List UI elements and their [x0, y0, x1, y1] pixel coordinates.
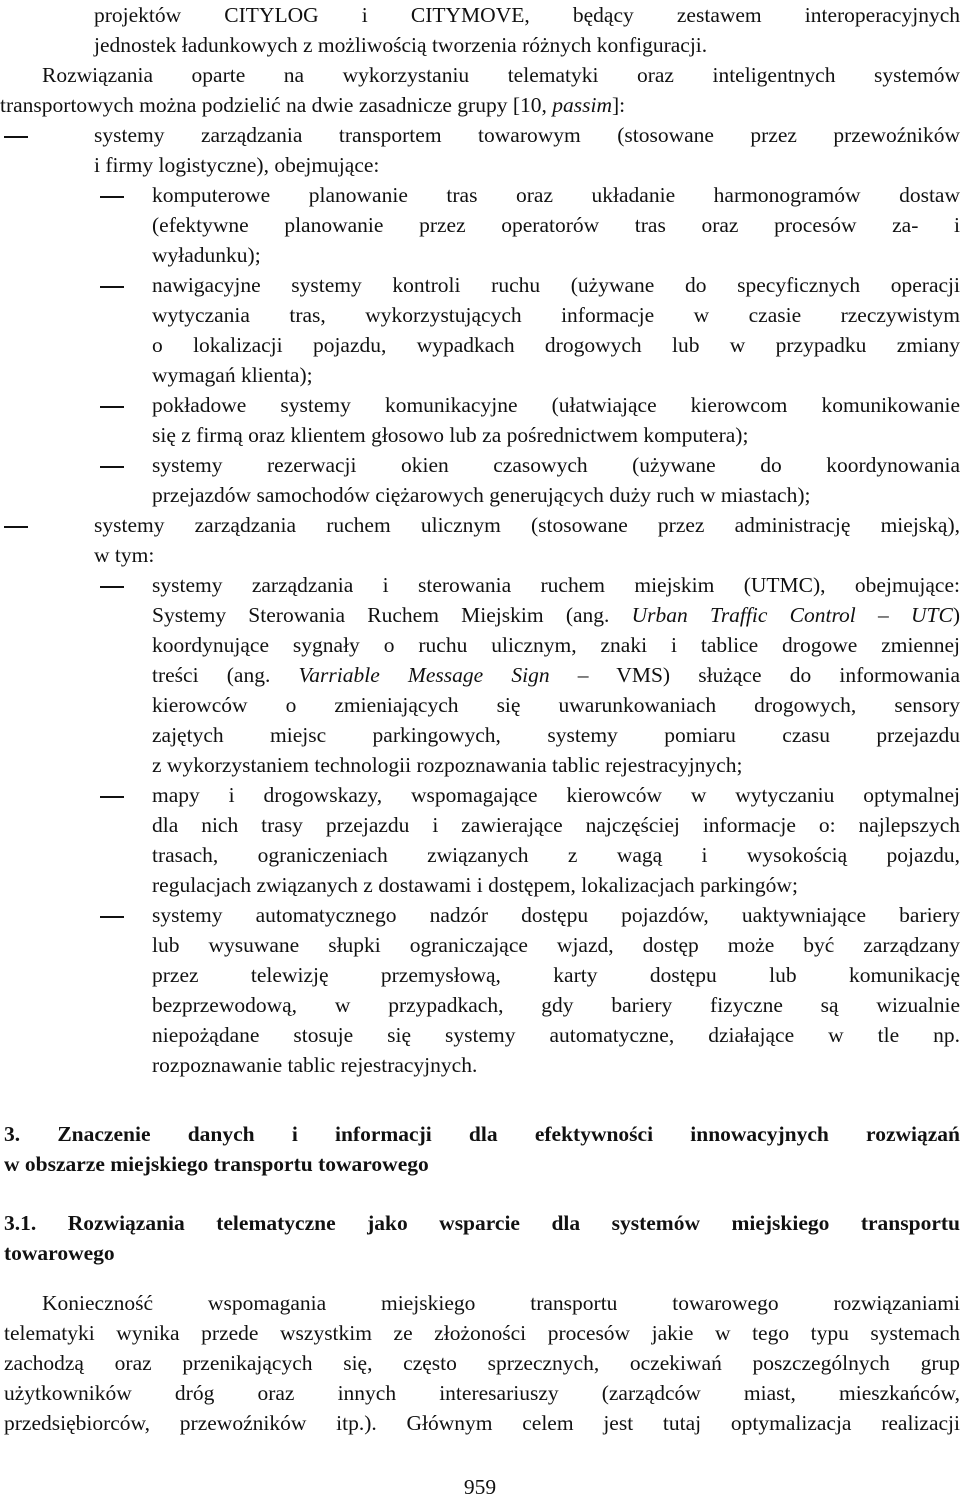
sub-list-item [152, 450, 960, 510]
list-item [94, 510, 960, 570]
dash-bullet [100, 586, 124, 588]
text-line: jednostek ładunkowych z możliwością tworzenia różnych konfiguracji. [94, 33, 708, 57]
text-line: się z firmą oraz klientem głosowo lub za pośrednictwem komputera); [152, 423, 749, 447]
text-line: systemy zarządzania transportem towarowym (stosowane przez przewoźników [94, 123, 960, 147]
text-line: przejazdów samochodów ciężarowych generujących duży ruch w miastach); [152, 483, 811, 507]
text-line: dla nich trasy przejazdu i zawierające najczęściej informacje o: najlepszych [152, 813, 960, 837]
heading-line: 3.1. Rozwiązania telematyczne jako wsparcie dla systemów miejskiego transportu [4, 1211, 960, 1235]
body-paragraph [4, 1288, 960, 1438]
sub-list-item [152, 900, 960, 1080]
text-line: przez telewizję przemysłową, karty dostępu lub komunikację [152, 963, 960, 987]
text-line: Konieczność wspomagania miejskiego transportu towarowego rozwiązaniami [42, 1291, 960, 1315]
italic-term: Varriable Message Sign [298, 663, 550, 687]
text-line: komputerowe planowanie tras oraz układanie harmonogramów dostaw [152, 183, 960, 207]
text-line: wytyczania tras, wykorzystujących informacje w czasie rzeczywistym [152, 303, 960, 327]
dash-bullet [4, 136, 28, 138]
text-line: projektów CITYLOG i CITYMOVE, będący zestawem interoperacyjnych [94, 3, 960, 27]
text-line: wyładunku); [152, 243, 261, 267]
text-line: systemy rezerwacji okien czasowych (używane do koordynowania [152, 453, 960, 477]
section-heading [4, 1119, 960, 1179]
text-line [152, 600, 960, 630]
text-line: (efektywne planowanie przez operatorów tras oraz procesów za- i [152, 213, 960, 237]
text-line: regulacjach związanych z dostawami i dostępem, lokalizacjach parkingów; [152, 873, 798, 897]
text-line: użytkowników dróg oraz innych interesariuszy (zarządców miast, mieszkańców, [4, 1381, 960, 1405]
text-line: przedsiębiorców, przewoźników itp.). Głównym celem jest tutaj optymalizacja realizacji [4, 1411, 960, 1435]
text-line: nawigacyjne systemy kontroli ruchu (używane do specyficznych operacji [152, 273, 960, 297]
text-run: – VMS) służące do informowania [549, 663, 960, 687]
text-line: bezprzewodową, w przypadkach, gdy bariery fizyczne są wizualnie [152, 993, 960, 1017]
text-run: Systemy Sterowania Ruchem Miejskim (ang. [152, 603, 632, 627]
dash-bullet [4, 526, 28, 528]
sub-list-item [152, 270, 960, 390]
subsection-heading [4, 1208, 960, 1268]
text-line [152, 660, 960, 690]
dash-bullet [100, 466, 124, 468]
italic-term: passim [552, 93, 612, 117]
sub-list-item [152, 390, 960, 450]
text-line: rozpoznawanie tablic rejestracyjnych. [152, 1053, 478, 1077]
dash-bullet [100, 196, 124, 198]
dash-bullet [100, 406, 124, 408]
text-line: systemy automatycznego nadzór dostępu pojazdów, uaktywniające bariery [152, 903, 960, 927]
text-line: kierowców o zmieniających się uwarunkowaniach drogowych, sensory [152, 693, 960, 717]
sub-list-item [152, 570, 960, 780]
text-run: transportowych można podzielić na dwie zasadnicze grupy [10, [0, 93, 553, 117]
dash-bullet [100, 286, 124, 288]
text-line: systemy zarządzania i sterowania ruchem miejskim (UTMC), obejmujące: [152, 573, 960, 597]
paragraph-intro [0, 60, 960, 120]
text-line: mapy i drogowskazy, wspomagające kierowców w wytyczaniu optymalnej [152, 783, 960, 807]
text-line: pokładowe systemy komunikacyjne (ułatwiające kierowcom komunikowanie [152, 393, 960, 417]
text-run: treści (ang. [152, 663, 299, 687]
text-line: wymagań klienta); [152, 363, 313, 387]
text-line: zajętych miejsc parkingowych, systemy pomiaru czasu przejazdu [152, 723, 960, 747]
page-number: 959 [463, 1475, 497, 1499]
text-run: ]: [611, 93, 626, 117]
sub-list-item [152, 180, 960, 270]
text-line: koordynujące sygnały o ruchu ulicznym, znaki i tablice drogowe zmiennej [152, 633, 960, 657]
text-line: lub wysuwane słupki ograniczające wjazd, dostęp może być zarządzany [152, 933, 960, 957]
text-line: zachodzą oraz przenikających się, często sprzecznych, oczekiwań poszczególnych grup [4, 1351, 960, 1375]
dash-bullet [100, 796, 124, 798]
text-line: telematyki wynika przede wszystkim ze złożoności procesów jakie w tego typu systemach [4, 1321, 960, 1345]
heading-line: w obszarze miejskiego transportu towarowego [4, 1152, 429, 1176]
text-run: ) [952, 603, 960, 627]
text-line: i firmy logistyczne), obejmujące: [94, 153, 380, 177]
dash-bullet [100, 916, 124, 918]
heading-line: 3. Znaczenie danych i informacji dla efektywności innowacyjnych rozwiązań [4, 1122, 960, 1146]
text-line: z wykorzystaniem technologii rozpoznawania tablic rejestracyjnych; [152, 753, 743, 777]
sub-list-item [152, 780, 960, 900]
text-line: systemy zarządzania ruchem ulicznym (stosowane przez administrację miejską), [94, 513, 960, 537]
text-line: niepożądane stosuje się systemy automatyczne, działające w tle np. [152, 1023, 960, 1047]
text-line [0, 90, 960, 120]
text-line: Rozwiązania oparte na wykorzystaniu telematyki oraz inteligentnych systemów [42, 63, 960, 87]
list-item [94, 120, 960, 180]
text-line: trasach, ograniczeniach związanych z wagą i wysokością pojazdu, [152, 843, 960, 867]
heading-line: towarowego [4, 1241, 115, 1265]
italic-term: Urban Traffic Control – UTC [631, 603, 953, 627]
text-line: o lokalizacji pojazdu, wypadkach drogowych lub w przypadku zmiany [152, 333, 960, 357]
paragraph-continuation [94, 0, 960, 60]
text-line: w tym: [94, 543, 155, 567]
